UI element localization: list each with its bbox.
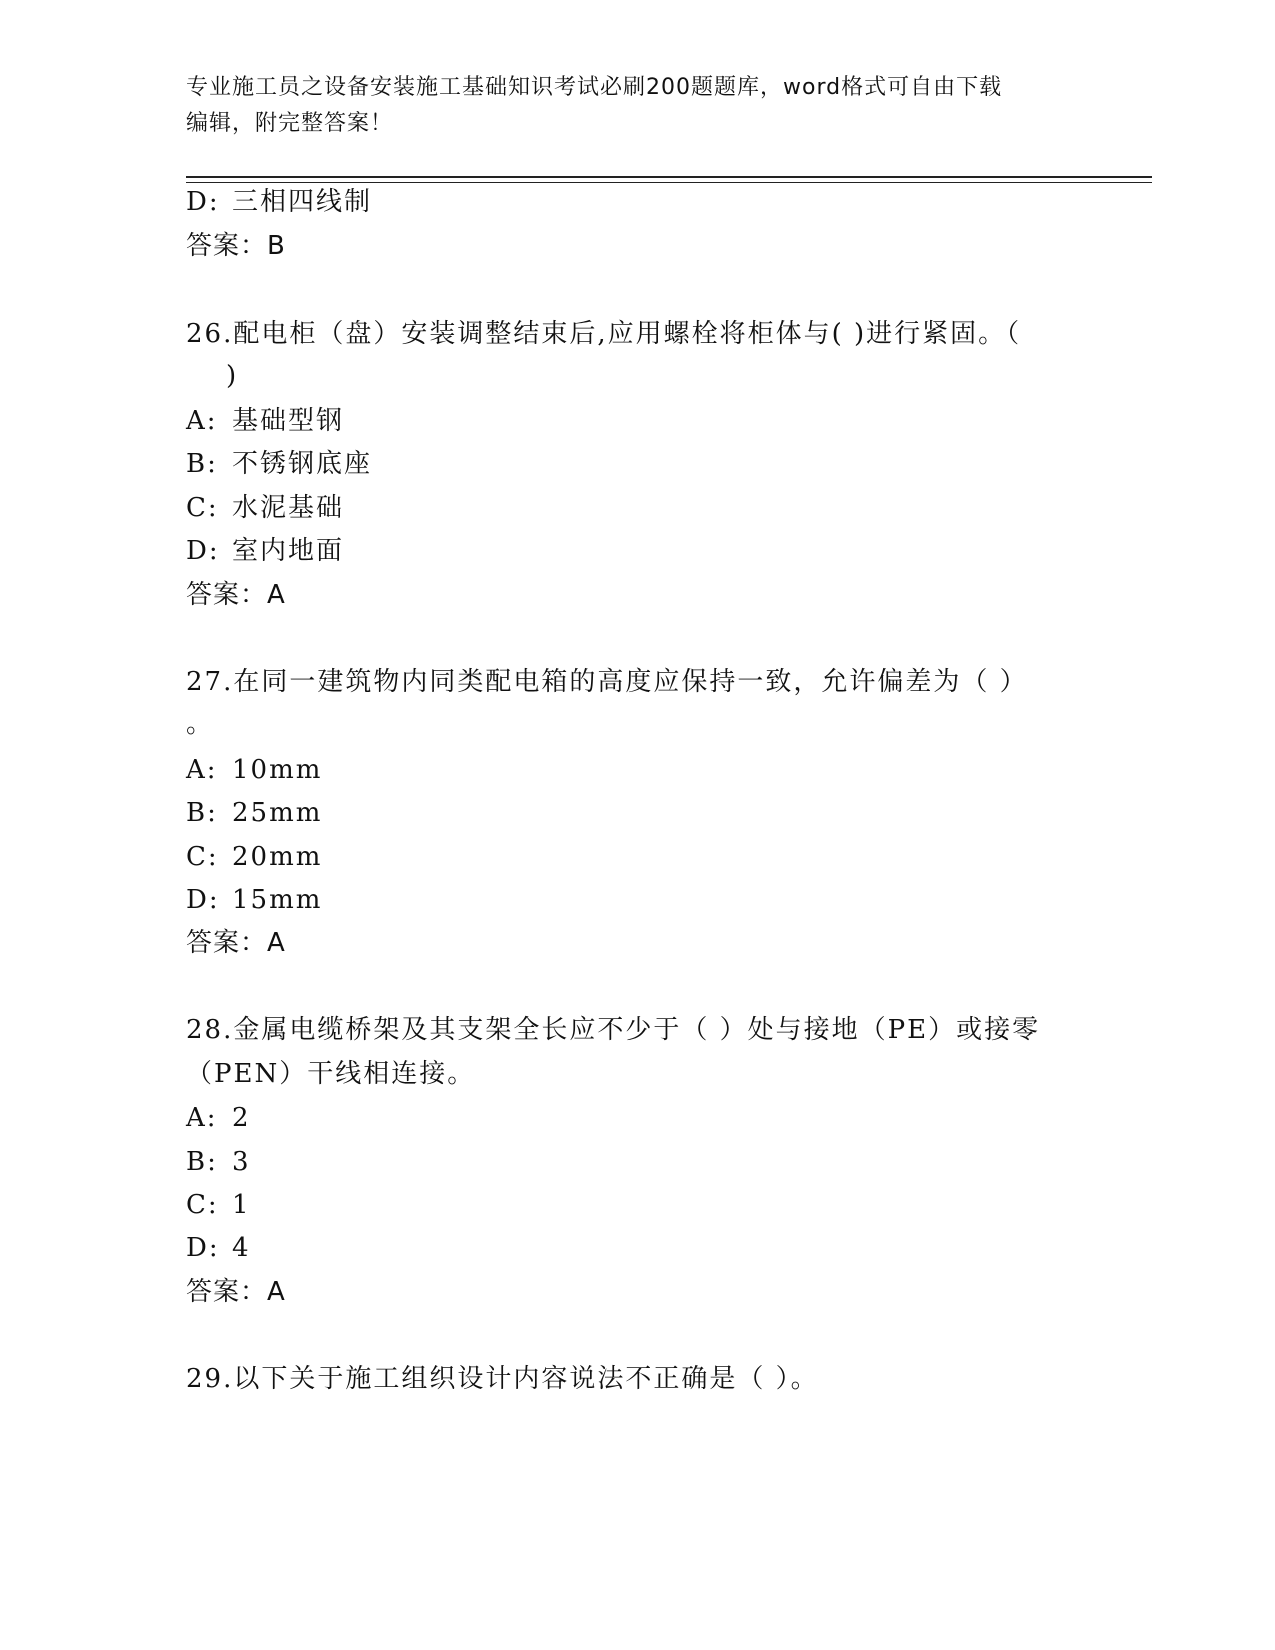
option-text: 1 <box>232 1190 251 1220</box>
q26-option-d <box>186 535 344 567</box>
option-label: D: <box>186 885 220 915</box>
option-label: B: <box>186 449 218 479</box>
option-label: B: <box>186 1147 218 1177</box>
option-text: 室内地面 <box>232 536 345 566</box>
q28-option-d <box>186 1232 251 1264</box>
option-text: 10mm <box>232 755 323 785</box>
question-27-text: 27.在同一建筑物内同类配电箱的高度应保持一致，允许偏差为（ ） <box>186 667 1028 697</box>
question-29-text: 29.以下关于施工组织设计内容说法不正确是（ ）。 <box>186 1364 819 1394</box>
q26-answer: 答案：A <box>186 580 286 610</box>
option-text: 三相四线制 <box>232 187 373 217</box>
question-28-text: 28.金属电缆桥架及其支架全长应不少于（ ）处与接地（PE）或接零 <box>186 1015 1041 1045</box>
option-text: 25mm <box>232 798 323 828</box>
q27-option-b <box>186 797 322 829</box>
option-label: C: <box>186 842 219 872</box>
option-text: 4 <box>232 1233 251 1263</box>
answer-line: 答案：B <box>186 231 286 261</box>
page-header <box>186 70 1086 142</box>
q26-option-a <box>186 405 344 437</box>
option-d <box>186 186 372 218</box>
option-label: A: <box>186 755 218 785</box>
option-label: D: <box>186 536 220 566</box>
question-26-text: 26.配电柜（盘）安装调整结束后,应用螺栓将柜体与( )进行紧固。（ <box>186 319 1022 349</box>
q27-answer: 答案：A <box>186 928 286 958</box>
option-label: D: <box>186 187 220 217</box>
q26-option-b <box>186 448 372 480</box>
header-line-1: 专业施工员之设备安装施工基础知识考试必刷200题题库，word格式可自由下载 <box>186 75 1003 100</box>
option-text: 基础型钢 <box>232 406 345 436</box>
q27-option-d <box>186 884 322 916</box>
option-label: C: <box>186 493 219 523</box>
option-label: A: <box>186 406 218 436</box>
option-text: 20mm <box>232 842 323 872</box>
option-label: A: <box>186 1103 218 1133</box>
option-label: B: <box>186 798 218 828</box>
option-label: C: <box>186 1190 219 1220</box>
option-text: 水泥基础 <box>232 493 345 523</box>
option-text: 15mm <box>232 885 323 915</box>
header-rule-thick <box>186 176 1152 178</box>
q28-option-b <box>186 1146 251 1178</box>
q27-option-a <box>186 754 322 786</box>
q28-answer: 答案：A <box>186 1277 286 1307</box>
q26-option-c <box>186 492 344 524</box>
header-line-2: 编辑，附完整答案！ <box>186 111 394 136</box>
option-text: 2 <box>232 1103 251 1133</box>
question-27-continuation: 。 <box>186 709 213 739</box>
option-text: 3 <box>232 1147 251 1177</box>
q27-option-c <box>186 841 322 873</box>
question-28-continuation: （PEN）干线相连接。 <box>186 1059 476 1089</box>
question-26-continuation: ) <box>226 361 237 391</box>
q28-option-a <box>186 1102 251 1134</box>
q28-option-c <box>186 1189 251 1221</box>
option-label: D: <box>186 1233 220 1263</box>
option-text: 不锈钢底座 <box>232 449 373 479</box>
header-rule-thin <box>186 182 1152 183</box>
